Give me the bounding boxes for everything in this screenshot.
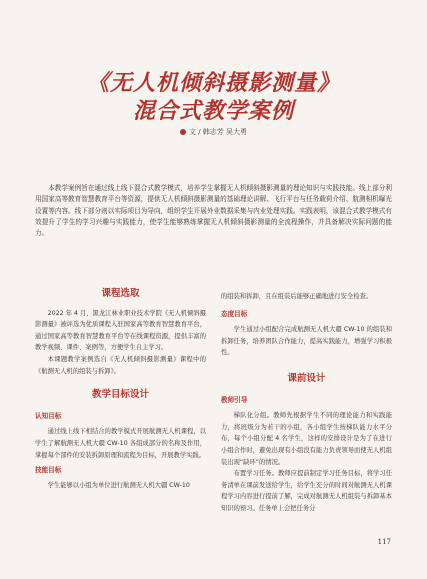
right-column [221,291,392,515]
paragraph: 通过线上线下相结合的教学模式开展航测无人机课程，以学生了解航测无人机大疆 CW-10 各组成部分的名称及作用，掌握每个部件的安装拆卸原理和流程为目标，开展教学实践。 [35,428,206,459]
paragraph: 本课题教学案例选自《无人机倾斜摄影测量》课程中的《航测无人机的组装与拆卸》。 [35,355,206,375]
article-title [0,70,427,126]
page-number: 117 [377,538,391,546]
byline [0,127,427,137]
paragraph: 学生通过小组配合完成航测无人机大疆 CW-10 的组装和拆卸任务，培养团队合作能力，提高实践能力，增强学习积极性。 [221,326,392,357]
heading-cognitive-goal: 认知目标 [35,411,62,420]
title-line-2: 混合式教学案例 [132,99,294,124]
abstract: 本教学案例旨在通过线上线下混合式教学模式，培养学生掌握无人机倾斜摄影测量的理论知识与实践技能。线上部分利用国家高等教育智慧教育平台等资源，提供无人机倾斜摄影测量的基础理论讲解、飞行平台与任务载荷介绍、航测相机曝光设置等内容。线下部分则以实际项目为导向，组织学生开展外业数据采集与内业处理实践。实践表明，该混合式教学模式有效提升了学生的学习兴趣与实践能力，使学生能够熟练掌握无人机倾斜摄影测量的全流程操作，并具备解决实际问题的能力。 [35,184,392,238]
left-column [35,288,206,491]
title-line-1: 《无人机倾斜摄影测量》 [86,71,340,96]
paragraph: 的组装和拆卸，且在组装后能够正确地进行安全检查。 [221,293,373,300]
heading-pre-class-design: 课前设计 [287,372,326,384]
paragraph: 2022 年 4 月，黑龙江林业职业技术学院《无人机倾斜摄影测量》被评选为优质课程入驻国家高等教育智慧教育平台，通过国家高等教育智慧教育平台等在线课程资源，提供丰富的教学视频、课件、案例等，方便学生自主学习。 [35,309,206,352]
paragraph: 布置学习任务。教师应提前制定学习任务目标，将学习任务清单在课前发送给学生，给学生充分的时间对航测无人机课程学习内容进行提前了解，完成对航测无人机组装与拆卸基本知识的预习。任务单上会把任务分 [221,470,392,512]
author-text: 文 / 韩志芳 吴大勇 [188,128,248,136]
heading-attitude-goal: 态度目标 [221,309,248,318]
heading-teaching-goals: 教学目标设计 [91,389,149,401]
paragraph: 学生能够以小组为单位进行航测无人机大疆 CW-10 [47,481,190,489]
heading-teacher-guidance: 教师引导 [221,395,248,404]
heading-skill-goal: 技能目标 [35,466,62,475]
bullet-icon [180,129,186,135]
paragraph: 梯队化分组。教师先根据学生不同的理论能力和实践能力，将班级分为若干的小组，各小组学生按梯队能力水平分布，每个小组分配 4 名学生，这样的安排设计是为了在进行小组合作时，避免出现有小组没有能力负责领导而使无人机组装出现“缺环”的情况。 [221,412,392,466]
heading-course-selection: 课程选取 [101,288,140,299]
